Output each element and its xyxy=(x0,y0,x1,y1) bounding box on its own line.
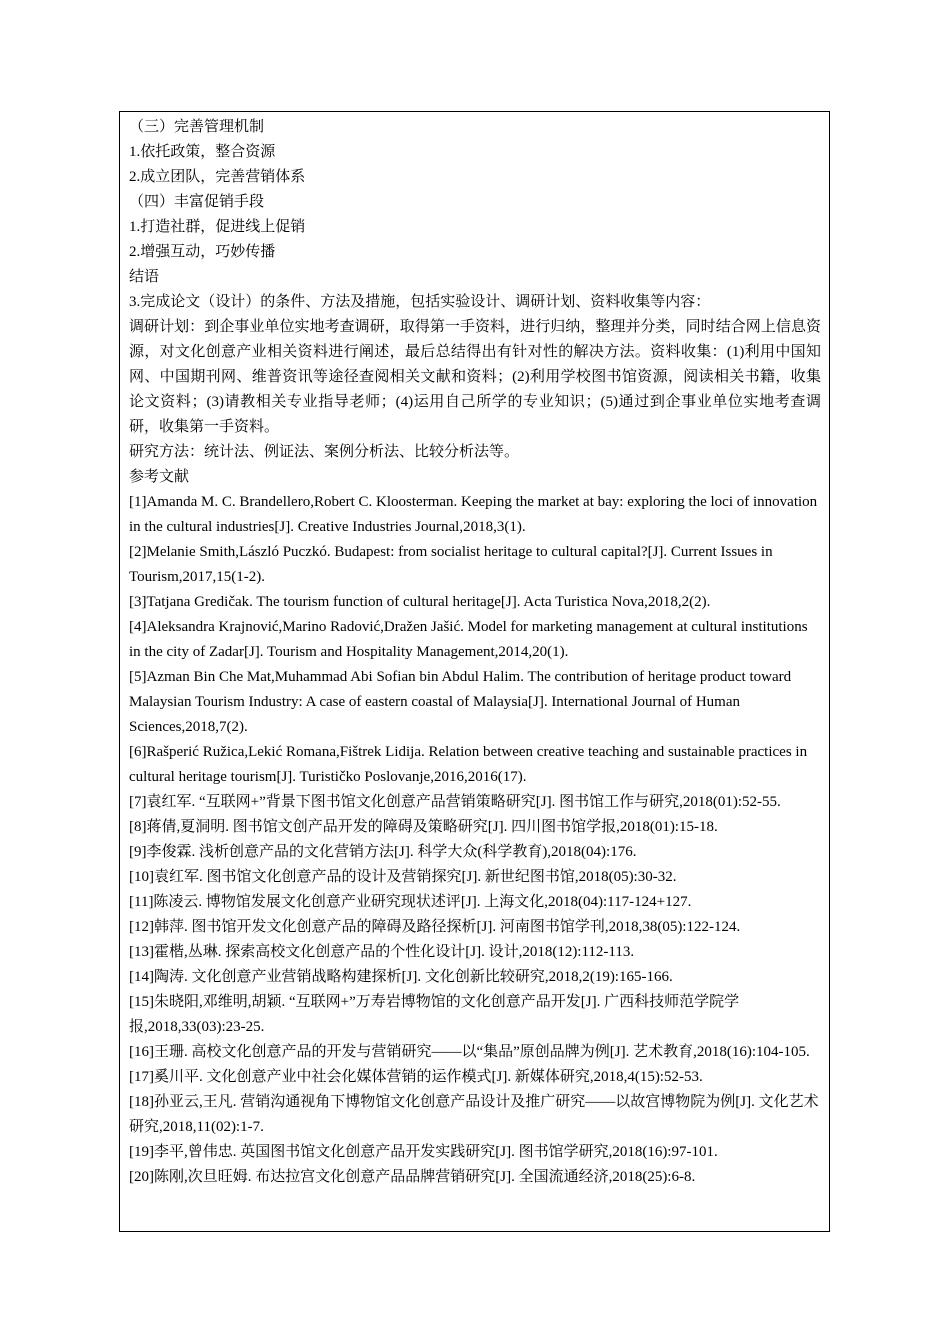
reference-item: [13]霍楷,丛琳. 探索高校文化创意产品的个性化设计[J]. 设计,2018(12):112-113. xyxy=(129,944,635,960)
reference-item: [2]Melanie Smith,László Puczkó. Budapest: from socialist heritage to cultural capital?[J]. Current Issues in Tourism,2017,15(1-2). xyxy=(129,544,773,585)
reference-item: [16]王珊. 高校文化创意产品的开发与营销研究——以“集品”原创品牌为例[J]. 艺术教育,2018(16):104-105. xyxy=(129,1044,810,1060)
reference-item: [4]Aleksandra Krajnović,Marino Radović,Dražen Jašić. Model for marketing management at cultural institutions in the city of Zadar[J]. Tourism and Hospitality Management,2014,20(1). xyxy=(129,619,808,660)
reference-item: [1]Amanda M. C. Brandellero,Robert C. Kloosterman. Keeping the market at bay: exploring the loci of innovation in the cultural industries[J]. Creative Industries Journal,2018,3(1). xyxy=(129,494,818,535)
outline-item: 结语 xyxy=(129,269,160,285)
reference-item: [5]Azman Bin Che Mat,Muhammad Abi Sofian bin Abdul Halim. The contribution of heritage product toward Malaysian Tourism Industry: A case of eastern coastal of Malaysia[J]. International Journal of Human Sciences,2018,7(2). xyxy=(129,669,792,735)
reference-item: [18]孙亚云,王凡. 营销沟通视角下博物馆文化创意产品设计及推广研究——以故宫博物院为例[J]. 文化艺术研究,2018,11(02):1-7. xyxy=(129,1094,819,1135)
reference-item: [11]陈凌云. 博物馆发展文化创意产业研究现状述评[J]. 上海文化,2018(04):117-124+127. xyxy=(129,894,692,910)
outline-item: 2.成立团队，完善营销体系 xyxy=(129,169,306,185)
outline-item: 2.增强互动，巧妙传播 xyxy=(129,244,276,260)
reference-item: [3]Tatjana Gredičak. The tourism function of cultural heritage[J]. Acta Turistica Nova,2018,2(2). xyxy=(129,594,711,610)
reference-list xyxy=(129,490,821,1190)
reference-item: [7]袁红军. “互联网+”背景下图书馆文化创意产品营销策略研究[J]. 图书馆工作与研究,2018(01):52-55. xyxy=(129,794,781,810)
reference-item: [12]韩萍. 图书馆开发文化创意产品的障碍及路径探析[J]. 河南图书馆学刊,2018,38(05):122-124. xyxy=(129,919,741,935)
outline-item: （三）完善管理机制 xyxy=(129,119,265,135)
reference-item: [6]Rašperić Ružica,Lekić Romana,Fištrek Lidija. Relation between creative teaching and sustainable practices in cultural heritage tourism[J]. Turističko Poslovanje,2016,2016(17). xyxy=(129,744,808,785)
research-methods: 研究方法：统计法、例证法、案例分析法、比较分析法等。 xyxy=(129,444,520,460)
references-heading: 参考文献 xyxy=(129,469,190,485)
outline-item: （四）丰富促销手段 xyxy=(129,194,265,210)
section-heading: 3.完成论文（设计）的条件、方法及措施，包括实验设计、调研计划、资料收集等内容： xyxy=(129,294,711,310)
reference-item: [20]陈刚,次旦旺姆. 布达拉宫文化创意产品品牌营销研究[J]. 全国流通经济,2018(25):6-8. xyxy=(129,1169,696,1185)
reference-item: [10]袁红军. 图书馆文化创意产品的设计及营销探究[J]. 新世纪图书馆,2018(05):30-32. xyxy=(129,869,677,885)
reference-item: [17]奚川平. 文化创意产业中社会化媒体营销的运作模式[J]. 新媒体研究,2018,4(15):52-53. xyxy=(129,1069,703,1085)
reference-item: [15]朱晓阳,邓维明,胡颖. “互联网+”万寿岩博物馆的文化创意产品开发[J]. 广西科技师范学院学报,2018,33(03):23-25. xyxy=(129,994,740,1035)
reference-item: [19]李平,曾伟忠. 英国图书馆文化创意产品开发实践研究[J]. 图书馆学研究,2018(16):97-101. xyxy=(129,1144,718,1160)
research-plan-paragraph: 调研计划：到企事业单位实地考查调研，取得第一手资料，进行归纳，整理并分类，同时结合网上信息资源，对文化创意产业相关资料进行阐述，最后总结得出有针对性的解决方法。资料收集：(1)利用中国知网、中国期刊网、维普资讯等途径查阅相关文献和资料；(2)利用学校图书馆资源，阅读相关书籍，收集论文资料；(3)请教相关专业指导老师；(4)运用自己所学的专业知识；(5)通过到企事业单位实地考查调研，收集第一手资料。 xyxy=(129,319,821,435)
outline-item: 1.依托政策，整合资源 xyxy=(129,144,276,160)
reference-item: [8]蒋倩,夏洞明. 图书馆文创产品开发的障碍及策略研究[J]. 四川图书馆学报,2018(01):15-18. xyxy=(129,819,718,835)
reference-item: [14]陶涛. 文化创意产业营销战略构建探析[J]. 文化创新比较研究,2018,2(19):165-166. xyxy=(129,969,673,985)
content-table-cell xyxy=(119,111,830,1232)
outline-item: 1.打造社群，促进线上促销 xyxy=(129,219,306,235)
reference-item: [9]李俊霖. 浅析创意产品的文化营销方法[J]. 科学大众(科学教育),2018(04):176. xyxy=(129,844,637,860)
